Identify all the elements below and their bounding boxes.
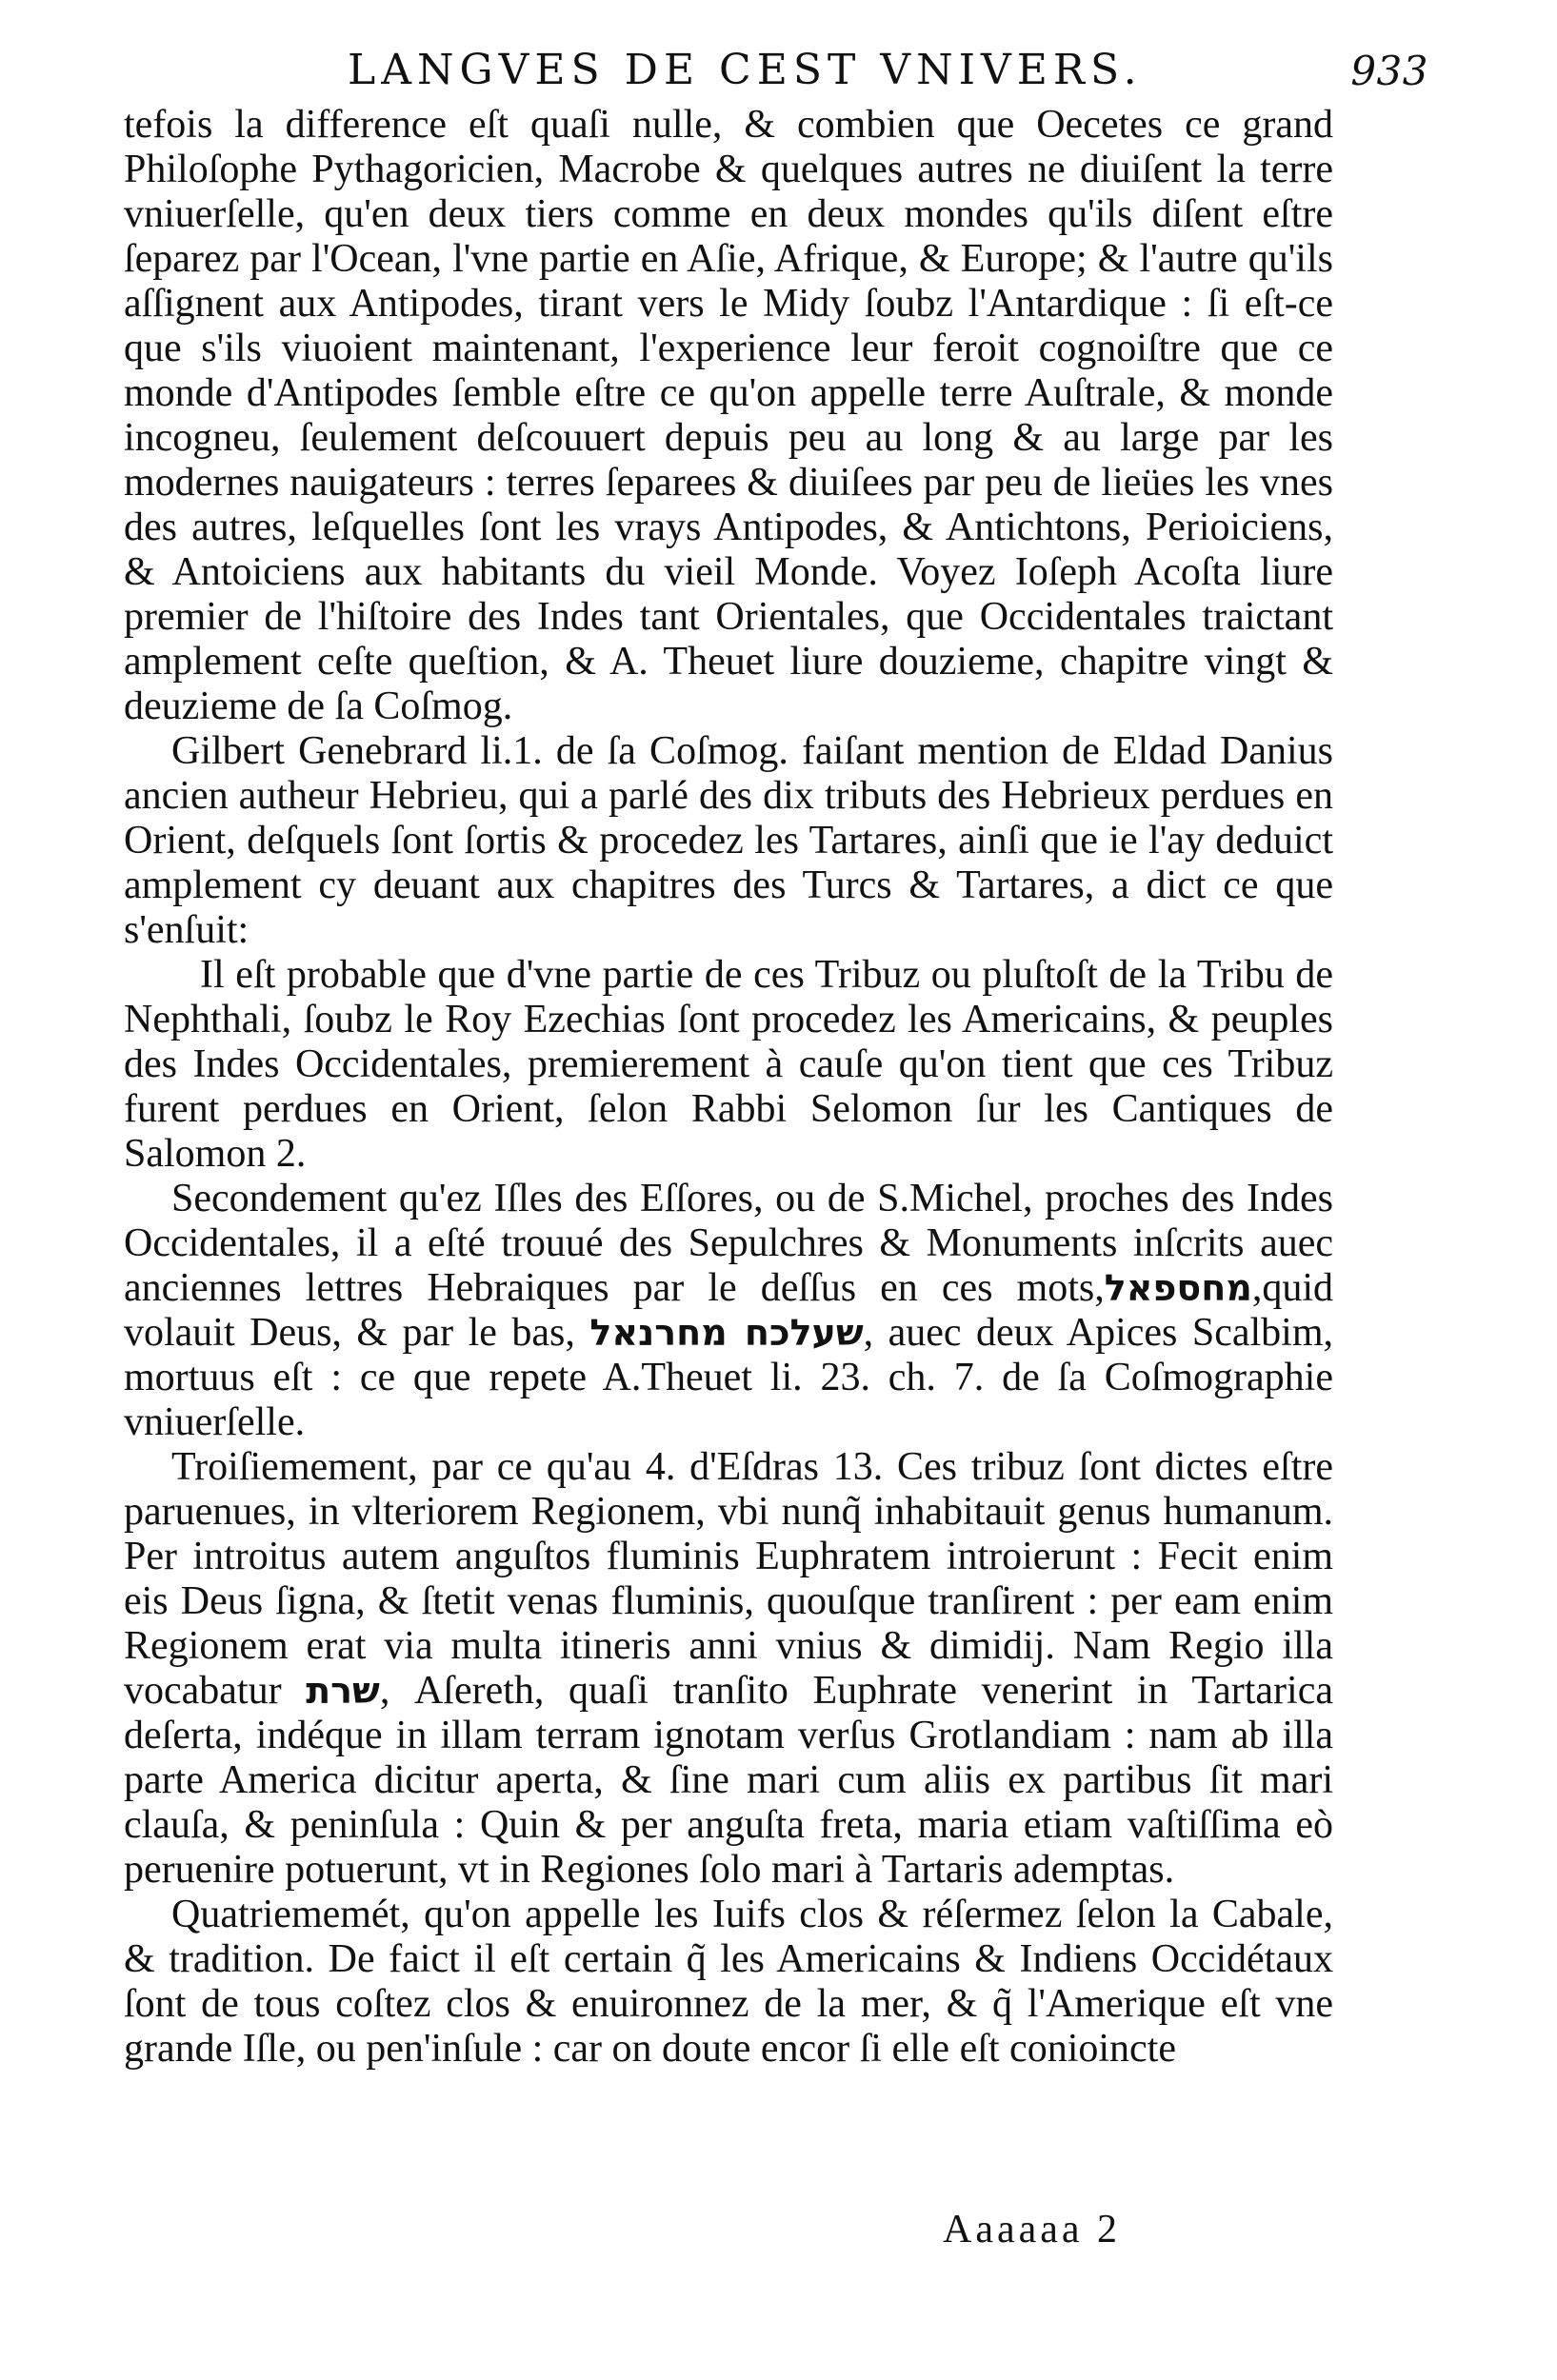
paragraph: [124, 103, 1333, 729]
paragraph-text: , Aſereth, quaſi tranſito Euphrate venerint in Tartarica deſerta, indéque in illam terram ignotam verſus Grotlandiam : nam ab illa parte America dicitur aperta, & ſine mari cum aliis ex partibus ſit mari clauſa, & peninſula : Quin & per anguſta freta, maria etiam vaſtiſſima eò peruenire potuerunt, vt in Regiones ſolo mari à Tartaris ademptas.: [124, 1669, 1333, 1892]
signature-mark: Aaaaaa 2: [943, 2208, 1122, 2251]
paragraph-text: Il eſt probable que d'vne partie de ces Tribuz ou pluſtoſt de la Tribu de Nephthali, ſoubz le Roy Ezechias ſont procedez les Americains, & peuples des Indes Occidentales, premierement à cauſe qu'on tient que ces Tribuz furent perdues en Orient, ſelon Rabbi Selomon ſur les Cantiques de Salomon 2.: [124, 953, 1333, 1176]
paragraph: [124, 1445, 1333, 1893]
paragraph: [124, 1893, 1333, 2072]
paragraph-text: Secondement qu'ez Iſles des Eſſores, ou de S.Michel, proches des Indes Occidentales, il a eſté trouué des Sepulchres & Monuments inſcrits auec anciennes lettres Hebraiques par le deſſus en ces mots,: [124, 1177, 1333, 1310]
paragraph-text: , auec deux Apices Scalbim, mortuus eſt : ce que repete A.Theuet li. 23. ch. 7. de ſa Coſmographie vniuerſelle.: [124, 1311, 1334, 1444]
paragraph: [124, 729, 1333, 953]
hebrew-inscription: שרת: [306, 1670, 380, 1712]
paragraph-text: tefois la difference eſt quaſi nulle, & combien que Oecetes ce grand Philoſophe Pythagoricien, Macrobe & quelques autres ne diuiſent la terre vniuerſelle, qu'en deux tiers comme en deux mondes qu'ils diſent eſtre ſeparez par l'Ocean, l'vne partie en Aſie, Afrique, & Europe; & l'autre qu'ils aſſignent aux Antipodes, tirant vers le Midy ſoubz l'Antardique : ſi eſt-ce que s'ils viuoient maintenant, l'experience leur feroit cognoiſtre que ce monde d'Antipodes ſemble eſtre ce qu'on appelle terre Auſtrale, & monde incogneu, ſeulement deſcouuert depuis peu au long & au large par les modernes nauigateurs : terres ſeparees & diuiſees par peu de lieües les vnes des autres, leſquelles ſont les vrays Antipodes, & Antichtons, Perioiciens, & Antoiciens aux habitants du vieil Monde. Voyez Ioſeph Acoſta liure premier de l'hiſtoire des Indes tant Orientales, que Occidentales traictant amplement ceſte queſtion, & A. Theuet liure douzieme, chapitre vingt & deuzieme de ſa Coſmog.: [124, 103, 1333, 728]
page-number: 933: [1350, 48, 1428, 94]
paragraph-text: Gilbert Genebrard li.1. de ſa Coſmog. faiſant mention de Eldad Danius ancien autheur Hebrieu, qui a parlé des dix tributs des Hebrieux perdues en Orient, deſquels ſont ſortis & procedez les Tartares, ainſi que ie l'ay deduict amplement cy deuant aux chapitres des Turcs & Tartares, a dict ce que s'enſuit:: [124, 729, 1333, 952]
paragraph: [124, 953, 1333, 1177]
paragraph-text: ,quid volauit Deus, & par le bas,: [124, 1266, 1333, 1355]
paragraph: [124, 1177, 1333, 1445]
page-header: [124, 46, 1428, 94]
hebrew-inscription: מחספאל: [1104, 1267, 1252, 1309]
paragraph-text: Quatriememét, qu'on appelle les Iuifs clos & réſermez ſelon la Cabale, & tradition. De faict il eſt certain q̃ les Americains & Indiens Occidétaux ſont de tous coſtez clos & enuironnez de la mer, & q̃ l'Amerique eſt vne grande Iſle, ou pen'inſule : car on doute encor ſi elle eſt conioincte: [124, 1893, 1333, 2071]
body-text: [124, 103, 1333, 2072]
hebrew-inscription: שעלכח מחרנאל: [589, 1312, 864, 1354]
running-head: LANGVES DE CEST VNIVERS.: [348, 46, 1143, 94]
paragraph-text: Troiſiemement, par ce qu'au 4. d'Eſdras 13. Ces tribuz ſont dictes eſtre paruenues, in vlteriorem Regionem, vbi nunq̃ inhabitauit genus humanum. Per introitus autem anguſtos fluminis Euphratem introierunt : Fecit enim eis Deus ſigna, & ſtetit venas fluminis, quouſque tranſirent : per eam enim Regionem erat via multa itineris anni vnius & dimidij. Nam Regio illa vocabatur: [124, 1445, 1333, 1713]
